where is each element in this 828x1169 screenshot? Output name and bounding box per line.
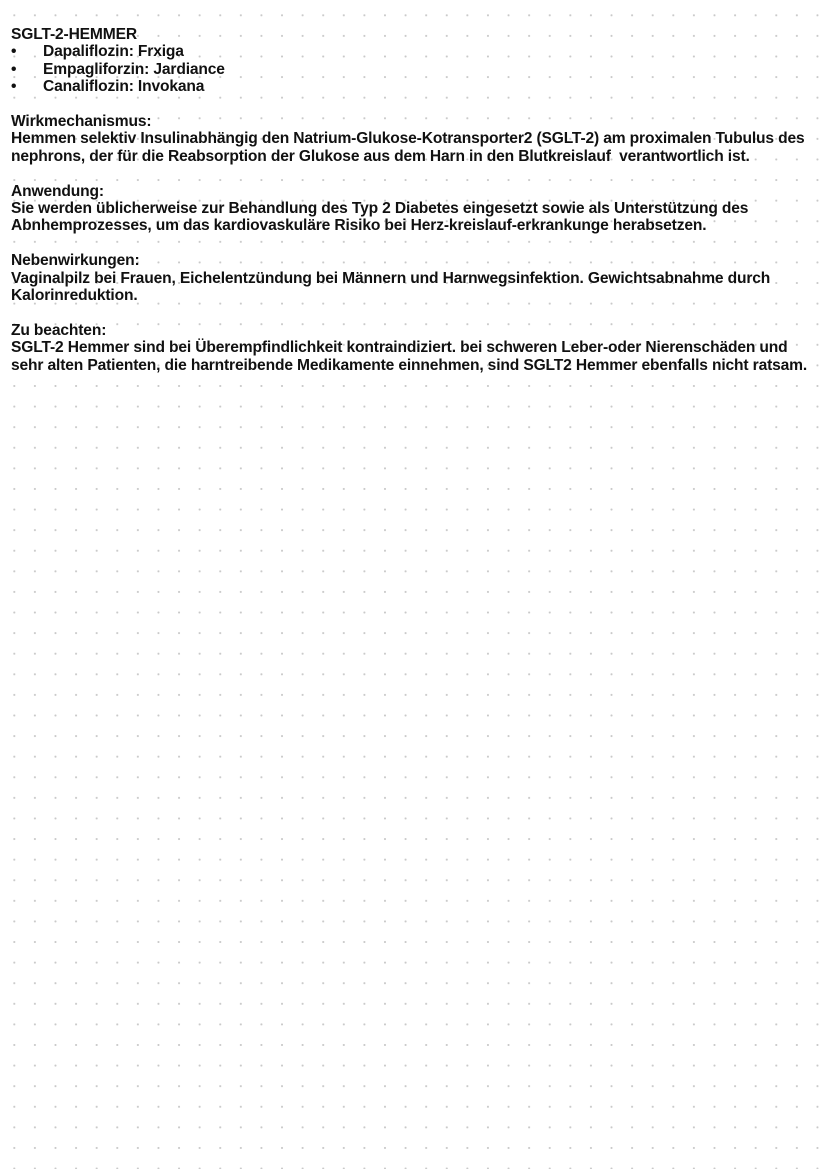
bullet-icon: • <box>11 43 17 61</box>
section-body-notes: SGLT-2 Hemmer sind bei Überempfindlichkeit kontraindiziert. bei schweren Leber-oder Nierenschäden und sehr alten Patienten, die harntreibende Medikamente einnehmen, sind SGLT2 Hemmer ebenfalls nicht ratsam. <box>11 339 808 374</box>
drug-name: Canaliflozin: Invokana <box>43 78 205 96</box>
section-body-application: Sie werden üblicherweise zur Behandlung des Typ 2 Diabetes eingesetzt sowie als Unterstützung des Abnhemprozesses, um das kardiovaskuläre Risiko bei Herz-kreislauf-erkrankunge herabsetzen. <box>11 200 752 235</box>
document-body <box>11 26 821 374</box>
bullet-icon: • <box>11 60 17 78</box>
section-heading-notes: Zu beachten: <box>11 321 107 339</box>
list-item <box>11 43 821 60</box>
drug-name: Empagliforzin: Jardiance <box>43 60 225 78</box>
drug-list <box>11 43 821 95</box>
bullet-icon: • <box>11 78 17 96</box>
section-body-mechanism: Hemmen selektiv Insulinabhängig den Natrium-Glukose-Kotransporter2 (SGLT-2) am proximalen Tubulus des nephrons, der für die Reabsorption der Glukose aus dem Harn in den Blutkreislauf verantwortlich ist. <box>11 130 809 165</box>
document-title: SGLT-2-HEMMER <box>11 26 137 43</box>
section-heading-mechanism: Wirkmechanismus: <box>11 113 152 131</box>
section-heading-side-effects: Nebenwirkungen: <box>11 252 140 270</box>
drug-name: Dapaliflozin: Frxiga <box>43 43 184 61</box>
list-item <box>11 61 821 78</box>
section-heading-application: Anwendung: <box>11 182 104 200</box>
section-body-side-effects: Vaginalpilz bei Frauen, Eichelentzündung bei Männern und Harnwegsinfektion. Gewichtsabnahme durch Kalorinreduktion. <box>11 269 775 305</box>
list-item <box>11 78 821 95</box>
